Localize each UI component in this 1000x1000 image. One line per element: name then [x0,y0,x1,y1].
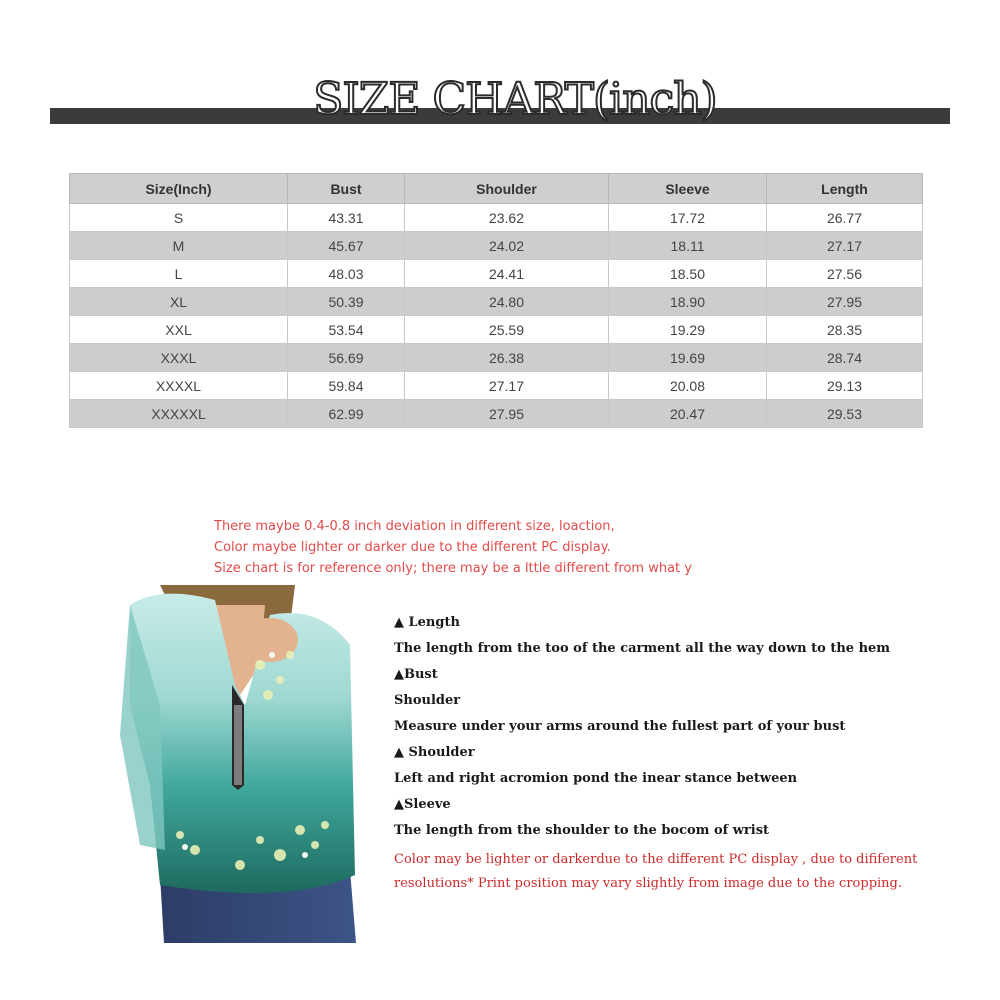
table-cell: XXXXL [70,372,288,400]
footer-line: resolutions* Print position may vary slightly from image due to the cropping. [394,876,903,891]
table-cell: S [70,204,288,232]
table-cell: 19.69 [609,344,767,372]
table-cell: 48.03 [288,260,405,288]
table-cell: 19.29 [609,316,767,344]
table-row [70,344,923,372]
table-cell: 18.90 [609,288,767,316]
table-cell: 20.08 [609,372,767,400]
table-cell: L [70,260,288,288]
table-row [70,288,923,316]
measurement-guide [394,613,994,847]
guide-heading-bust: ▲Bust [394,667,438,682]
table-row [70,232,923,260]
table-cell: XL [70,288,288,316]
header-sleeve: Sleeve [609,174,767,204]
table-cell: 24.80 [405,288,609,316]
table-row [70,316,923,344]
table-cell: XXXXXL [70,400,288,428]
table-row [70,372,923,400]
note-line: There maybe 0.4-0.8 inch deviation in different size, loaction, [214,519,615,534]
table-header-row [70,174,923,204]
size-chart-table [69,173,923,428]
table-cell: 17.72 [609,204,767,232]
header-bust: Bust [288,174,405,204]
table-cell: 27.95 [405,400,609,428]
page-title: SIZE CHART(inch) [313,74,717,125]
table-cell: 53.54 [288,316,405,344]
guide-text: Measure under your arms around the fullest part of your bust [394,719,846,734]
note-line: Color maybe lighter or darker due to the different PC display. [214,540,611,555]
table-cell: 25.59 [405,316,609,344]
table-cell: 28.74 [767,344,923,372]
table-row [70,260,923,288]
table-row [70,204,923,232]
table-cell: 50.39 [288,288,405,316]
table-cell: 18.11 [609,232,767,260]
table-cell: 29.53 [767,400,923,428]
guide-text: Left and right acromion pond the inear stance between [394,771,798,786]
color-disclaimer [394,848,954,896]
table-cell: 59.84 [288,372,405,400]
table-cell: 26.77 [767,204,923,232]
guide-heading-length: ▲ Length [394,615,460,630]
table-cell: 43.31 [288,204,405,232]
guide-text: The length from the too of the carment all the way down to the hem [394,641,891,656]
table-cell: 24.41 [405,260,609,288]
table-cell: 29.13 [767,372,923,400]
table-cell: XXL [70,316,288,344]
guide-text: The length from the shoulder to the bocom of wrist [394,823,770,838]
header-size: Size(Inch) [70,174,288,204]
note-line: Size chart is for reference only; there may be a lttle different from what y [214,561,692,576]
table-cell: M [70,232,288,260]
header-shoulder: Shoulder [405,174,609,204]
table-cell: 28.35 [767,316,923,344]
table-cell: 27.56 [767,260,923,288]
table-cell: 56.69 [288,344,405,372]
table-cell: 20.47 [609,400,767,428]
table-cell: 27.17 [767,232,923,260]
guide-heading-shoulder: ▲ Shoulder [394,745,475,760]
table-cell: 18.50 [609,260,767,288]
guide-text: Shoulder [394,693,461,708]
table-cell: 45.67 [288,232,405,260]
deviation-notes [214,516,774,579]
header-length: Length [767,174,923,204]
table-cell: 27.17 [405,372,609,400]
table-cell: 24.02 [405,232,609,260]
table-row [70,400,923,428]
guide-heading-sleeve: ▲Sleeve [394,797,451,812]
product-photo [120,585,360,943]
table-cell: XXXL [70,344,288,372]
table-cell: 23.62 [405,204,609,232]
table-cell: 27.95 [767,288,923,316]
table-cell: 62.99 [288,400,405,428]
table-cell: 26.38 [405,344,609,372]
footer-line: Color may be lighter or darkerdue to the different PC display , due to dififerent [394,852,918,867]
